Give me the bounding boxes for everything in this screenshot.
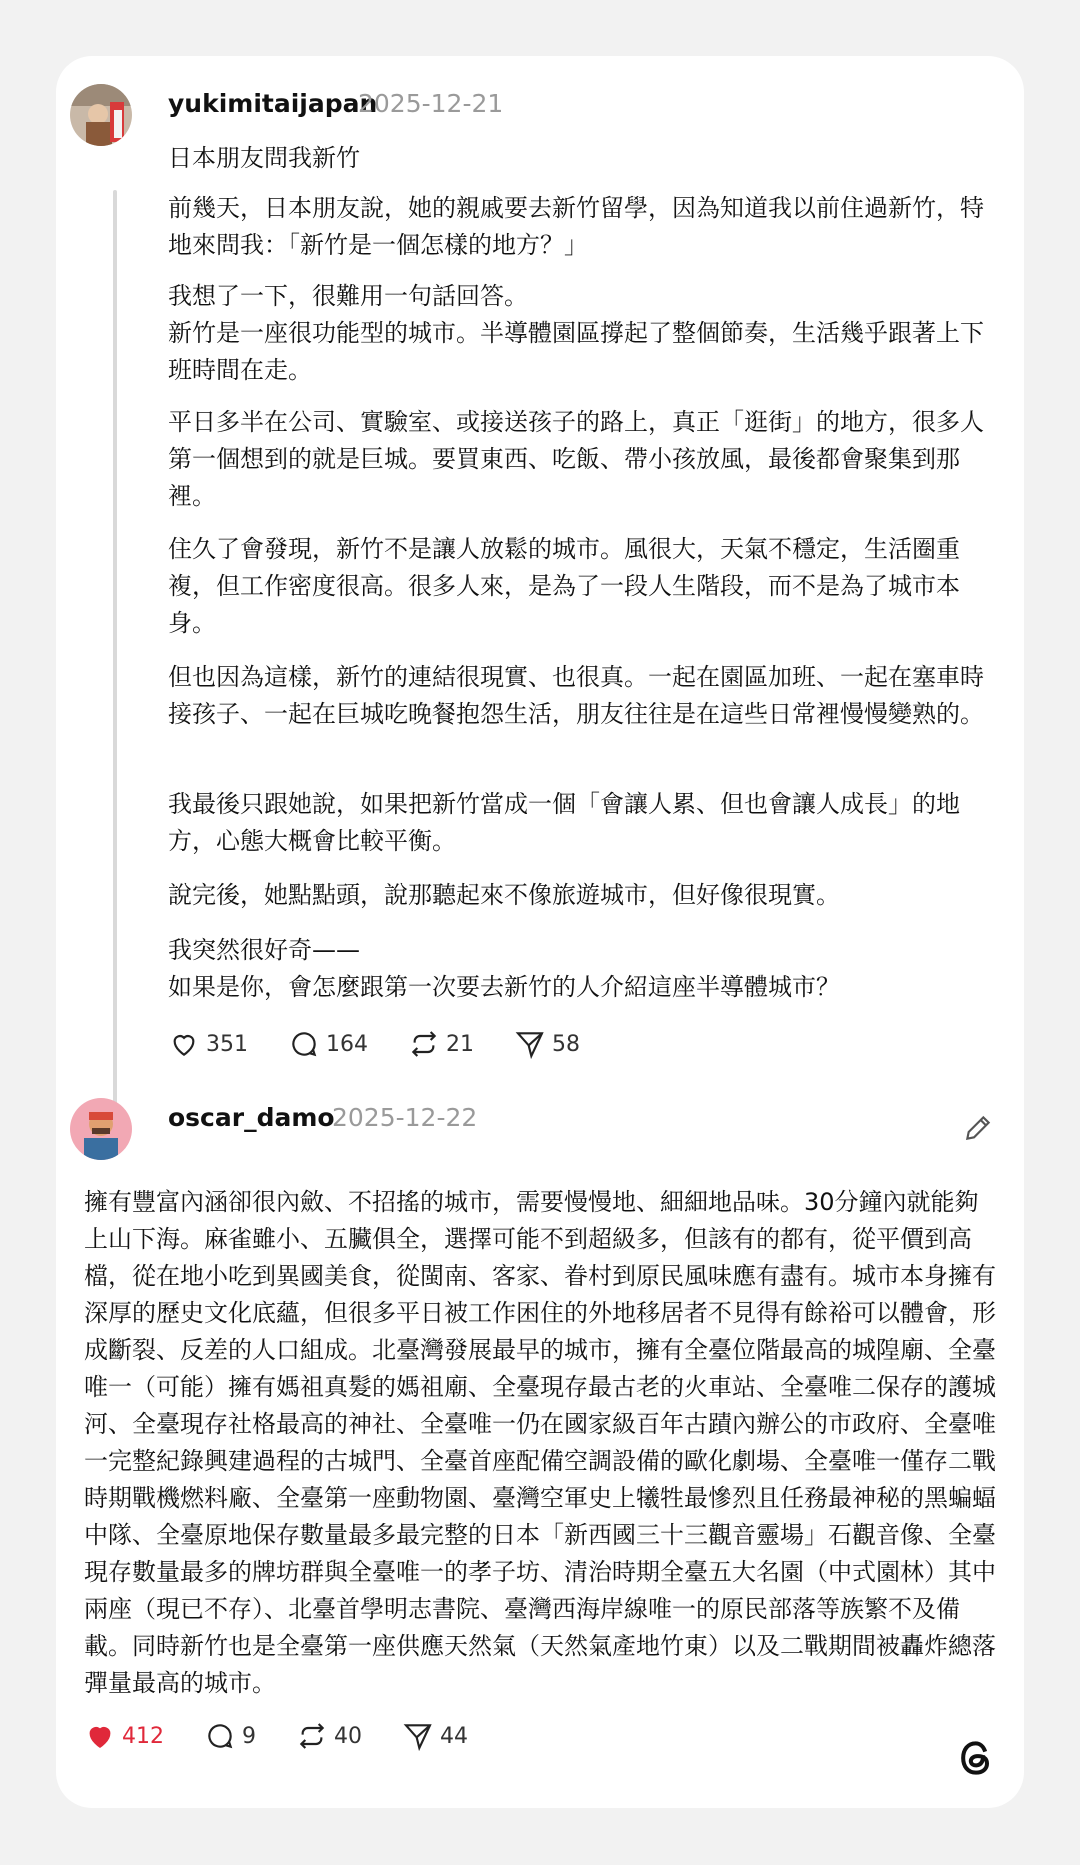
post-title: 日本朋友問我新竹 <box>168 144 360 172</box>
share-button[interactable] <box>514 1028 580 1060</box>
repost-count: 40 <box>334 1723 362 1749</box>
share-count: 44 <box>440 1723 468 1749</box>
repost-button[interactable] <box>408 1028 474 1060</box>
like-count: 412 <box>122 1723 164 1749</box>
post-paragraph: 我突然很好奇—— 如果是你，會怎麼跟第一次要去新竹的人介紹這座半導體城市？ <box>168 936 840 1001</box>
comment-count: 164 <box>326 1031 368 1057</box>
send-icon <box>402 1720 434 1752</box>
heart-icon <box>168 1028 200 1060</box>
thread-card <box>56 56 1024 1808</box>
threads-logo <box>954 1736 998 1780</box>
avatar[interactable] <box>70 84 132 146</box>
post-paragraph: 我最後只跟她說，如果把新竹當成一個「會讓人累、但也會讓人成長」的地方，心態大概會比較平衡。 <box>168 790 960 855</box>
post-paragraph: 前幾天，日本朋友說，她的親戚要去新竹留學，因為知道我以前住過新竹，特地來問我：「新竹是一個怎樣的地方？」 <box>168 194 984 259</box>
comment-icon <box>288 1028 320 1060</box>
like-button[interactable] <box>84 1720 164 1752</box>
repost-icon <box>408 1028 440 1060</box>
post-username[interactable]: yukimitaijapan <box>168 89 378 118</box>
like-count: 351 <box>206 1031 248 1057</box>
thread-line <box>113 190 117 1134</box>
edit-button[interactable] <box>962 1112 994 1144</box>
reply-actions <box>84 1720 508 1752</box>
comment-button[interactable] <box>204 1720 256 1752</box>
post-date: 2025-12-21 <box>358 89 504 118</box>
reply-username[interactable]: oscar_damo <box>168 1103 335 1132</box>
comment-count: 9 <box>242 1723 256 1749</box>
reply-date: 2025-12-22 <box>332 1103 478 1132</box>
repost-button[interactable] <box>296 1720 362 1752</box>
post-paragraph: 但也因為這樣，新竹的連結很現實、也很真。一起在園區加班、一起在塞車時接孩子、一起在巨城吃晚餐抱怨生活，朋友往往是在這些日常裡慢慢變熟的。 <box>168 663 984 728</box>
share-count: 58 <box>552 1031 580 1057</box>
send-icon <box>514 1028 546 1060</box>
pencil-icon <box>962 1112 994 1144</box>
comment-button[interactable] <box>288 1028 368 1060</box>
post-actions <box>168 1028 620 1060</box>
reply-text: 擁有豐富內涵卻很內斂、不招搖的城市，需要慢慢地、細細地品味。30分鐘內就能夠上山下海。麻雀雖小、五臟俱全，選擇可能不到超級多，但該有的都有，從平價到高檔，從在地小吃到異國美食，從閩南、客家、眷村到原民風味應有盡有。城市本身擁有深厚的歷史文化底蘊，但很多平日被工作困住的外地移居者不見得有餘裕可以體會，形成斷裂、反差的人口組成。北臺灣發展最早的城市，擁有全臺位階最高的城隍廟、全臺唯一（可能）擁有媽祖真髮的媽祖廟、全臺現存最古老的火車站、全臺唯二保存的護城河、全臺現存社格最高的神社、全臺唯一仍在國家級百年古蹟內辦公的市政府、全臺唯一完整紀錄興建過程的古城門、全臺首座配備空調設備的歐化劇場、全臺唯一僅存二戰時期戰機燃料廠、全臺第一座動物園、臺灣空軍史上犧牲最慘烈且任務最神秘的黑蝙蝠中隊、全臺原地保存數量最多最完整的日本「新西國三十三觀音靈場」石觀音像、全臺現存數量最多的牌坊群與全臺唯一的孝子坊、清治時期全臺五大名園（中式園林）其中兩座（現已不存）、北臺首學明志書院、臺灣西海岸線唯一的原民部落等族繁不及備載。同時新竹也是全臺第一座供應天然氣（天然氣產地竹東）以及二戰期間被轟炸總落彈量最高的城市。 <box>84 1188 996 1697</box>
repost-icon <box>296 1720 328 1752</box>
post-paragraph: 說完後，她點點頭，說那聽起來不像旅遊城市，但好像很現實。 <box>168 881 840 909</box>
threads-logo-icon <box>954 1736 998 1780</box>
repost-count: 21 <box>446 1031 474 1057</box>
comment-icon <box>204 1720 236 1752</box>
post-paragraph: 平日多半在公司、實驗室、或接送孩子的路上，真正「逛街」的地方，很多人第一個想到的就是巨城。要買東西、吃飯、帶小孩放風，最後都會聚集到那裡。 <box>168 408 984 510</box>
like-button[interactable] <box>168 1028 248 1060</box>
post-paragraph: 住久了會發現，新竹不是讓人放鬆的城市。風很大，天氣不穩定，生活圈重複，但工作密度很高。很多人來，是為了一段人生階段，而不是為了城市本身。 <box>168 535 960 637</box>
post-paragraph: 我想了一下，很難用一句話回答。 新竹是一座很功能型的城市。半導體園區撐起了整個節奏，生活幾乎跟著上下班時間在走。 <box>168 282 984 384</box>
heart-filled-icon <box>84 1720 116 1752</box>
share-button[interactable] <box>402 1720 468 1752</box>
reply-avatar[interactable] <box>70 1098 132 1160</box>
